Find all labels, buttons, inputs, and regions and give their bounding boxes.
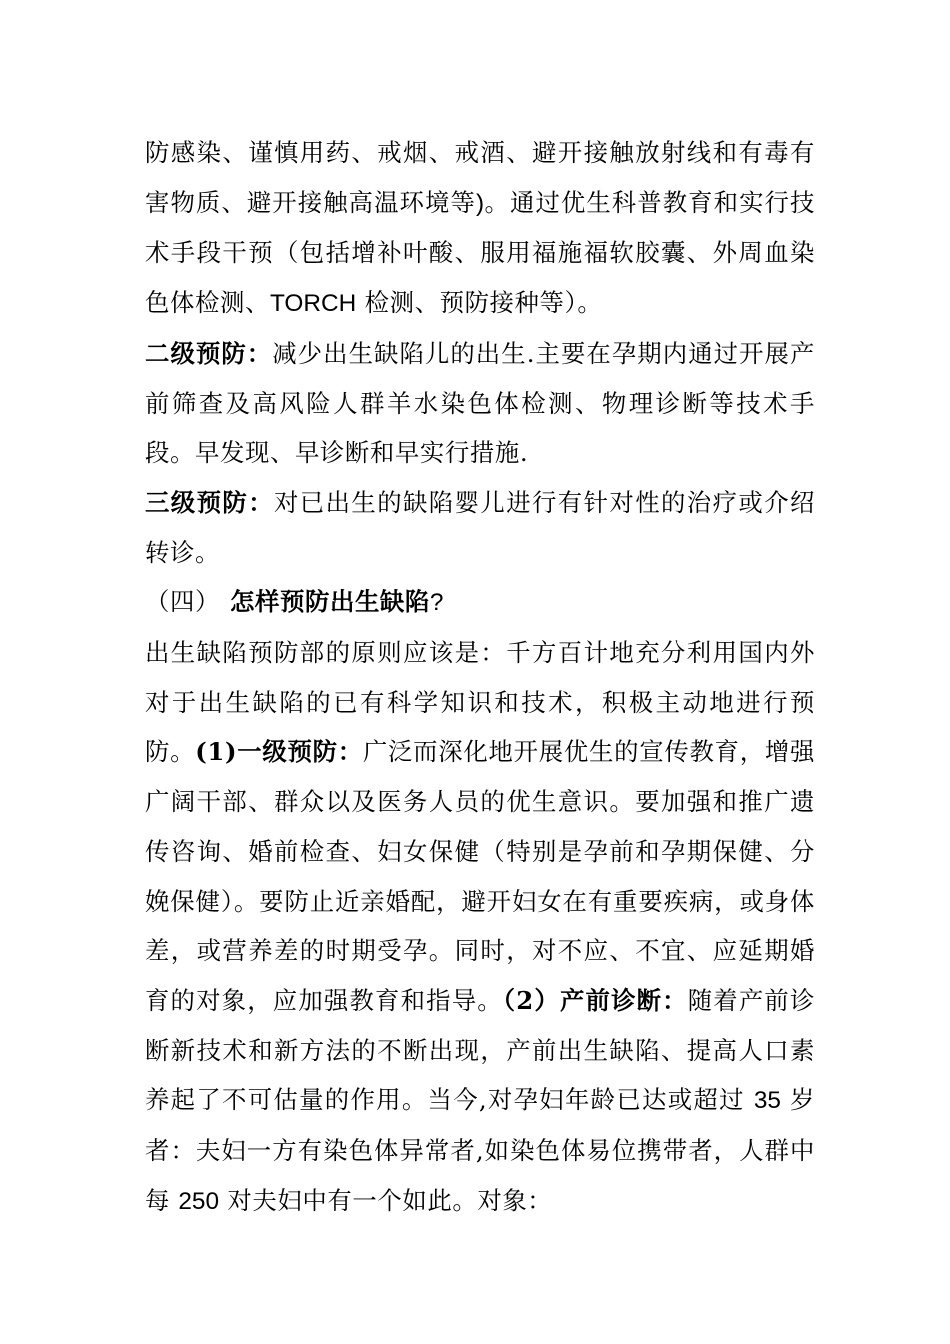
number-run: 250 <box>178 1187 220 1215</box>
text-run: 防感染、谨慎用药、戒烟、戒酒、避开接触放射线和有毒有害物质、避开接触高温环境等 <box>145 138 815 217</box>
text-run: 对夫妇中有一个如此。对象： <box>219 1185 553 1215</box>
primary-prevention-label: (1)一级预防： <box>195 737 363 767</box>
paragraph-tertiary-prevention <box>145 478 815 577</box>
tertiary-prevention-text: 对已出生的缺陷婴儿进行有针对性的治疗或介绍转诊。 <box>145 487 815 567</box>
number-run: 35 <box>753 1087 781 1115</box>
text-run: 岁者：夫妇一方有染色体异常者,如染色体易位携带者，人群中每 <box>145 1085 815 1215</box>
text-run: 随着产前诊断新技术和新方法的不断出现，产前出生缺陷、提高人口素养起了不可估量的作用。当今,对孕妇年龄已达或超过 <box>145 985 815 1115</box>
paragraph-secondary-prevention <box>145 329 815 478</box>
section-heading <box>145 577 815 628</box>
text-run: 检测、预防接种等）。 <box>356 288 603 318</box>
tertiary-prevention-label: 三级预防： <box>145 487 274 517</box>
paragraph-prevention-continued <box>145 128 815 329</box>
document-page <box>145 128 815 1226</box>
section-title-mark: ? <box>429 589 444 617</box>
text-run: ) <box>475 189 485 217</box>
text-run: 。通过优生科普教育和实行技术手段干预（包括增补叶酸、服用福施福软胶囊、外周血染色体检测、 <box>145 187 815 318</box>
secondary-prevention-label: 二级预防： <box>145 338 273 368</box>
section-number: （四） <box>145 587 220 617</box>
section-title: 怎样预防出生缺陷 <box>229 587 430 617</box>
prenatal-diagnosis-label: （2）产前诊断： <box>502 985 688 1015</box>
paragraph-how-to-prevent <box>145 628 815 1226</box>
text-run: 广泛而深化地开展优生的宣传教育，增强广阔干部、群众以及医务人员的优生意识。要加强和推广遗传咨询、婚前检查、妇女保健（特别是孕前和孕期保健、分娩保健）。要防止近亲婚配，避开妇女在有重要疾病，或身体差，或营养差的时期受孕。同时，对不应、不宜、应延期婚育的对象，应加强教育和指导。 <box>145 737 816 1015</box>
text-run: 出生缺陷预防部的原则应该是：千方百计地充分利用国内外对于出生缺陷的已有科学知识和技术，积极主动地进行预防。 <box>145 638 815 767</box>
text-run-torch: TORCH <box>269 290 357 318</box>
secondary-prevention-text: 减少出生缺陷儿的出生.主要在孕期内通过开展产前筛查及高风险人群羊水染色体检测、物理诊断等技术手段。早发现、早诊断和早实行措施. <box>145 338 815 468</box>
